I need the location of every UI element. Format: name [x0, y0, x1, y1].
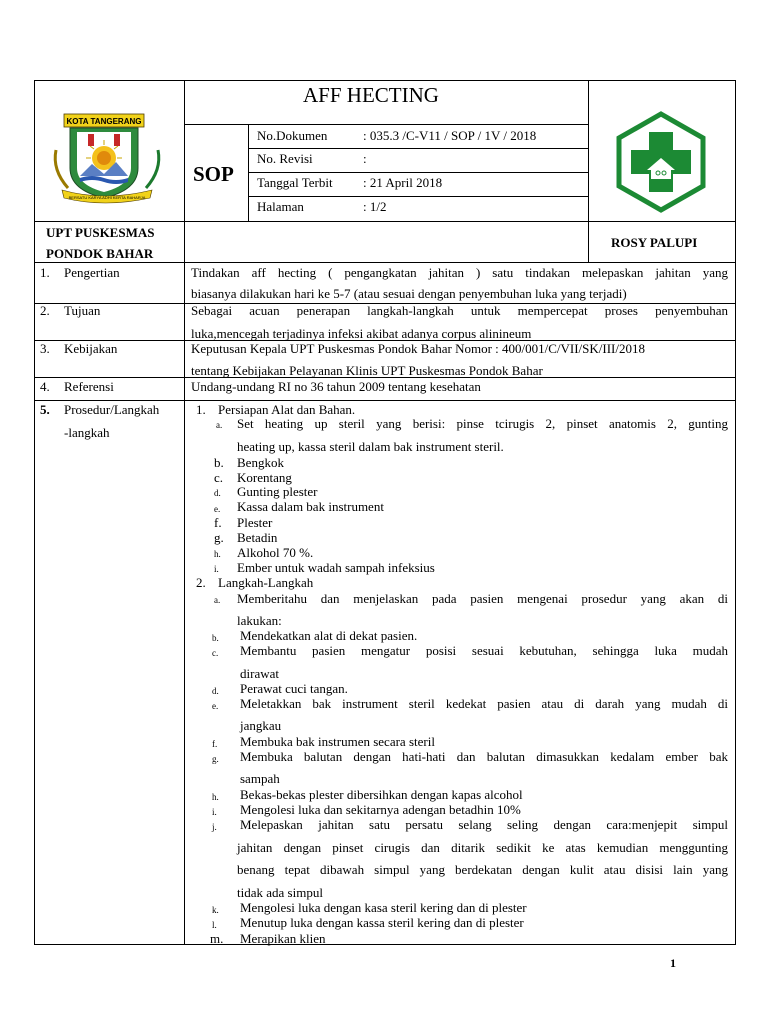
item-text: sampah: [240, 771, 280, 786]
item-text: Set heating up steril yang berisi: pinse tcirugis 2, pinset anatomis 2, gunting: [237, 416, 728, 431]
item-text: Melepaskan jahitan satu persatu selang seling dengan cara:menjepit simpul: [240, 817, 728, 832]
page-label: Halaman: [257, 199, 304, 214]
section-number: 3.: [40, 341, 50, 356]
item-text: Meletakkan bak instrument steril kedekat pasien atau di darah yang mudah di: [240, 696, 728, 711]
doc-number-value: : 035.3 /C-V11 / SOP / 1V / 2018: [363, 128, 537, 143]
item-marker: f.: [212, 739, 218, 749]
item-text: Kassa dalam bak instrument: [237, 499, 384, 514]
item-text: jahitan dengan pinset cirugis dan ditarik sedikit ke atas kemudian menggunting: [237, 840, 728, 855]
item-text: tidak ada simpul: [237, 885, 323, 900]
item-marker: j.: [212, 822, 217, 832]
section-text: Keputusan Kepala UPT Puskesmas Pondok Bahar Nomor : 400/001/C/VII/SK/III/2018: [191, 341, 645, 356]
item-text: Mengolesi luka dan sekitarnya adengan betadhin 10%: [240, 802, 521, 817]
issue-date-value: : 21 April 2018: [363, 175, 443, 190]
section-text: Sebagai acuan penerapan langkah-langkah untuk mempercepat proses penyembuhan: [191, 303, 728, 318]
institution-name-line2: PONDOK BAHAR: [46, 246, 154, 261]
section-text: luka,mencegah terjadinya infeksi akibat adanya corpus alinineum: [191, 326, 532, 341]
item-text: Mendekatkan alat di dekat pasien.: [240, 628, 418, 643]
section-number: 4.: [40, 379, 50, 394]
item-marker: e.: [212, 701, 219, 711]
kota-tangerang-logo: [50, 110, 165, 205]
page-value: : 1/2: [363, 199, 387, 214]
item-text: benang tepat dibawah simpul yang berdekatan dengan kulit atau disisi lain yang: [237, 862, 728, 877]
item-marker: e.: [214, 504, 221, 514]
item-text: Membuka bak instrumen secara steril: [240, 734, 435, 749]
section-label-prosedur: Prosedur/Langkah: [64, 402, 160, 417]
item-text: Ember untuk wadah sampah infeksius: [237, 560, 435, 575]
revision-value: :: [363, 151, 367, 166]
item-marker: h.: [214, 549, 221, 559]
section-label-tujuan: Tujuan: [64, 303, 101, 318]
section-number: 2.: [40, 303, 50, 318]
item-marker: c.: [212, 648, 219, 658]
item-text: Alkohol 70 %.: [237, 545, 314, 560]
logo-banner-text: KOTA TANGERANG: [66, 117, 142, 126]
item-marker: f.: [214, 515, 222, 530]
item-marker: m.: [210, 931, 224, 946]
document-title: AFF HECTING: [303, 83, 439, 107]
item-text: Bengkok: [237, 455, 284, 470]
item-text: jangkau: [240, 718, 282, 733]
sop-label: SOP: [193, 162, 234, 186]
item-marker: g.: [214, 530, 224, 545]
item-marker: d.: [214, 488, 221, 498]
item-marker: b.: [214, 455, 224, 470]
section-text: biasanya dilakukan hari ke 5-7 (atau sesuai dengan penyembuhan luka yang terjadi): [191, 286, 627, 301]
item-text: Perawat cuci tangan.: [240, 681, 348, 696]
section-text: Tindakan aff hecting ( pengangkatan jahitan ) satu tindakan melepaskan jahitan yang: [191, 265, 728, 280]
item-marker: b.: [212, 633, 219, 643]
item-marker: a.: [214, 595, 221, 605]
item-text: Gunting plester: [237, 484, 318, 499]
item-text: Memberitahu dan menjelaskan pada pasien mengenai prosedur yang akan di: [237, 591, 728, 606]
item-marker: i.: [212, 807, 217, 817]
item-marker: l.: [212, 920, 217, 930]
item-marker: h.: [212, 792, 219, 802]
item-marker: a.: [216, 420, 223, 430]
revision-label: No. Revisi: [257, 151, 313, 166]
item-text: Plester: [237, 515, 273, 530]
section-number: 5.: [40, 402, 50, 417]
item-text: Membantu pasien mengatur posisi sesuai kebutuhan, sehingga luka mudah: [240, 643, 728, 658]
item-text: dirawat: [240, 666, 279, 681]
item-text: Menutup luka dengan kassa steril kering dan di plester: [240, 915, 524, 930]
item-text: heating up, kassa steril dalam bak instrument steril.: [237, 439, 504, 454]
item-text: Korentang: [237, 470, 292, 485]
puskesmas-logo: [607, 108, 715, 216]
item-text: Membuka balutan dengan hati-hati dan balutan dimasukkan kedalam ember bak: [240, 749, 728, 764]
item-text: Betadin: [237, 530, 278, 545]
part-number: 2.: [196, 575, 206, 590]
part-title: Persiapan Alat dan Bahan.: [218, 402, 356, 417]
item-marker: g.: [212, 754, 219, 764]
item-text: lakukan:: [237, 613, 282, 628]
part-number: 1.: [196, 402, 206, 417]
signatory-name: ROSY PALUPI: [611, 235, 698, 250]
section-label-referensi: Referensi: [64, 379, 114, 394]
item-text: Merapikan klien: [240, 931, 326, 946]
section-label-pengertian: Pengertian: [64, 265, 120, 280]
doc-number-label: No.Dokumen: [257, 128, 328, 143]
item-text: Bekas-bekas plester dibersihkan dengan kapas alcohol: [240, 787, 523, 802]
issue-date-label: Tanggal Terbit: [257, 175, 333, 190]
section-label-prosedur-cont: -langkah: [64, 425, 110, 440]
item-marker: k.: [212, 905, 219, 915]
item-marker: d.: [212, 686, 219, 696]
section-number: 1.: [40, 265, 50, 280]
part-title: Langkah-Langkah: [218, 575, 314, 590]
item-text: Mengolesi luka dengan kasa steril kering dan di plester: [240, 900, 527, 915]
section-label-kebijakan: Kebijakan: [64, 341, 118, 356]
item-marker: i.: [214, 564, 219, 574]
page-number: 1: [670, 956, 676, 970]
section-text: Undang-undang RI no 36 tahun 2009 tentang kesehatan: [191, 379, 481, 394]
logo-motto-text: BERSATU KARYA ADHI KERTA RAHARJA: [68, 195, 146, 200]
institution-name-line1: UPT PUSKESMAS: [46, 225, 155, 240]
item-marker: c.: [214, 470, 224, 485]
section-text: tentang Kebijakan Pelayanan Klinis UPT Puskesmas Pondok Bahar: [191, 363, 543, 378]
